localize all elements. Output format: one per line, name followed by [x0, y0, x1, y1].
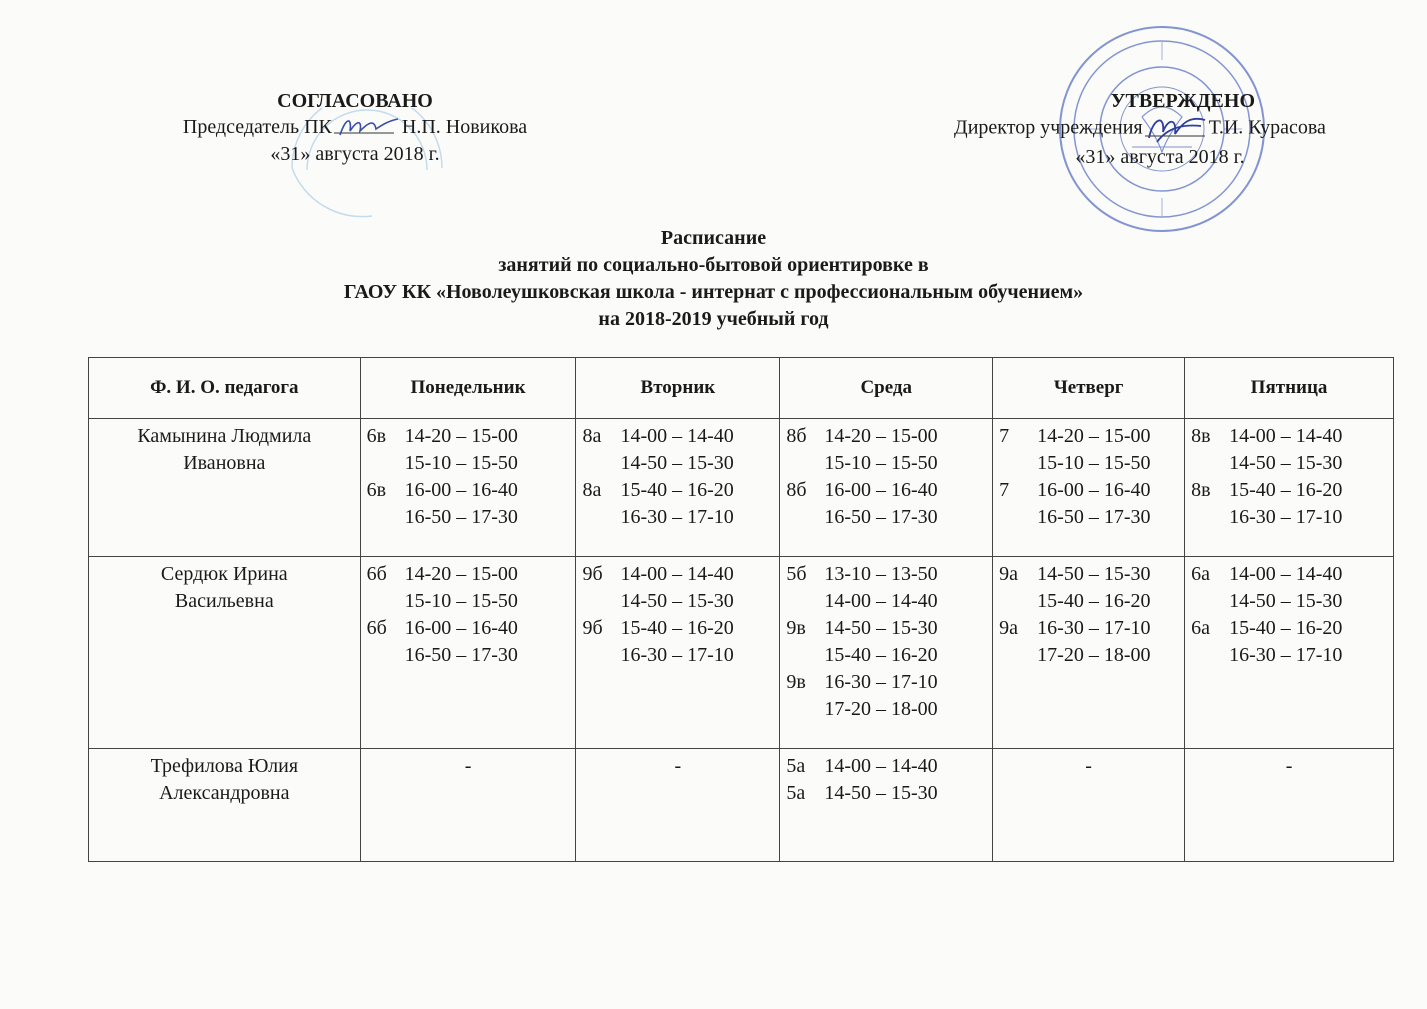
class-label: 8б	[786, 425, 807, 447]
lesson-line	[367, 450, 570, 477]
time-slot: 14-50 – 15-30	[1229, 590, 1343, 612]
schedule-cell	[993, 419, 1185, 557]
table-row	[89, 419, 1394, 557]
time-slot: 16-30 – 17-10	[1229, 506, 1343, 528]
lesson-line	[786, 504, 986, 531]
time-slot: 14-50 – 15-30	[824, 617, 938, 639]
teacher-name-line: Александровна	[159, 782, 290, 804]
lesson-line	[582, 642, 773, 669]
teacher-name-line: Камынина Людмила	[137, 425, 312, 447]
approved-heading: УТВЕРЖДЕНО	[1110, 90, 1255, 112]
class-label: 7	[999, 479, 1010, 501]
class-label: 9а	[999, 563, 1019, 585]
lesson-line	[1191, 423, 1387, 450]
lesson-line	[999, 450, 1178, 477]
approved-name: Т.И. Курасова	[1208, 116, 1326, 139]
header-teacher: Ф. И. О. педагога	[89, 358, 361, 419]
schedule-cell	[993, 557, 1185, 749]
time-slot: 15-40 – 16-20	[620, 479, 734, 501]
schedule-cell	[993, 749, 1185, 862]
class-label: 5а	[786, 755, 806, 777]
schedule-cell	[360, 419, 576, 557]
time-slot: 15-10 – 15-50	[824, 452, 938, 474]
lesson-line	[367, 642, 570, 669]
teacher-name-line: Сердюк Ирина	[160, 563, 288, 585]
title-line-2: занятий по социально-бытовой ориентировке в	[498, 254, 929, 276]
no-lessons-dash: -	[464, 755, 472, 777]
lesson-line	[999, 642, 1178, 669]
header-thursday: Четверг	[993, 358, 1185, 419]
schedule-cell	[1185, 557, 1394, 749]
time-slot: 16-50 – 17-30	[404, 644, 518, 666]
class-label	[1191, 642, 1229, 669]
header-wednesday: Среда	[780, 358, 993, 419]
schedule-table	[88, 357, 1394, 862]
class-label: 6в	[366, 425, 387, 447]
schedule-cell	[1185, 749, 1394, 862]
time-slot: 17-20 – 18-00	[1037, 644, 1151, 666]
lesson-line	[999, 588, 1178, 615]
time-slot: 14-50 – 15-30	[1229, 452, 1343, 474]
lesson-line	[786, 642, 986, 669]
table-row	[89, 557, 1394, 749]
lesson-line	[582, 423, 773, 450]
time-slot: 16-50 – 17-30	[824, 506, 938, 528]
class-label	[1191, 450, 1229, 477]
schedule-cell	[1185, 419, 1394, 557]
time-slot: 15-40 – 16-20	[824, 644, 938, 666]
teacher-name-line: Трефилова Юлия	[150, 755, 299, 777]
teacher-cell	[89, 557, 361, 749]
schedule-cell	[576, 749, 780, 862]
class-label	[367, 504, 405, 531]
agreed-name: Н.П. Новикова	[401, 116, 528, 138]
header-tuesday: Вторник	[576, 358, 780, 419]
time-slot: 14-00 – 14-40	[620, 563, 734, 585]
class-label: 9в	[786, 617, 806, 639]
time-slot: 14-00 – 14-40	[824, 755, 938, 777]
no-lessons-dash: -	[1285, 755, 1293, 777]
lesson-line	[786, 588, 986, 615]
lesson-line	[582, 504, 773, 531]
lesson-line	[582, 615, 773, 642]
class-label: 7	[999, 425, 1010, 447]
lesson-line	[786, 615, 986, 642]
lesson-line	[1191, 561, 1387, 588]
schedule-cell	[360, 749, 576, 862]
time-slot: 14-50 – 15-30	[620, 590, 734, 612]
time-slot: 15-10 – 15-50	[1037, 452, 1151, 474]
lesson-line	[1191, 615, 1387, 642]
schedule-cell	[780, 419, 993, 557]
class-label	[786, 588, 824, 615]
header-row	[89, 358, 1394, 419]
class-label: 5б	[786, 563, 807, 585]
signature-left-icon	[332, 115, 402, 141]
time-slot: 14-20 – 15-00	[404, 425, 518, 447]
time-slot: 14-20 – 15-00	[404, 563, 518, 585]
class-label: 6а	[1191, 617, 1210, 639]
lesson-line	[367, 561, 570, 588]
class-label	[1191, 588, 1229, 615]
lesson-line	[1191, 504, 1387, 531]
schedule-cell	[576, 557, 780, 749]
lesson-line	[786, 561, 986, 588]
time-slot: 16-30 – 17-10	[1229, 644, 1343, 666]
time-slot: 15-10 – 15-50	[404, 590, 518, 612]
approved-date: «31» августа 2018 г.	[1075, 146, 1245, 168]
class-label	[582, 450, 620, 477]
lesson-line	[582, 588, 773, 615]
teacher-name-line: Васильевна	[174, 590, 274, 612]
lesson-line	[367, 615, 570, 642]
no-lessons-dash: -	[1085, 755, 1092, 777]
agreed-block	[150, 88, 560, 167]
time-slot: 16-00 – 16-40	[1037, 479, 1151, 501]
class-label: 6б	[366, 617, 387, 639]
schedule-body	[89, 419, 1394, 862]
agreed-heading: СОГЛАСОВАНО	[277, 90, 433, 112]
class-label	[367, 588, 405, 615]
time-slot: 14-50 – 15-30	[620, 452, 734, 474]
lesson-line	[999, 561, 1178, 588]
teacher-name-line: Ивановна	[183, 452, 266, 474]
class-label: 9б	[582, 617, 603, 639]
class-label	[999, 450, 1037, 477]
lesson-line	[786, 753, 986, 780]
lesson-line	[582, 450, 773, 477]
class-label	[1191, 504, 1229, 531]
approved-block	[905, 88, 1375, 170]
class-label	[367, 642, 405, 669]
class-label	[786, 504, 824, 531]
class-label: 8в	[1191, 479, 1211, 501]
class-label	[582, 642, 620, 669]
agreed-position: Председатель ПК	[182, 116, 332, 138]
lesson-line	[999, 615, 1178, 642]
time-slot: 14-20 – 15-00	[1037, 425, 1151, 447]
class-label: 6в	[366, 479, 387, 501]
lesson-line	[786, 696, 986, 723]
schedule-cell	[360, 557, 576, 749]
signature-right-icon	[1143, 114, 1209, 144]
time-slot: 15-40 – 16-20	[1037, 590, 1151, 612]
time-slot: 16-00 – 16-40	[404, 617, 518, 639]
lesson-line	[367, 477, 570, 504]
lesson-line	[1191, 588, 1387, 615]
lesson-line	[582, 477, 773, 504]
no-lessons-dash: -	[674, 755, 682, 777]
class-label: 9в	[786, 671, 806, 693]
title-line-3: ГАОУ КК «Новолеушковская школа - интернат с профессиональным обучением»	[343, 281, 1084, 303]
teacher-cell	[89, 749, 361, 862]
lesson-line	[999, 477, 1178, 504]
lesson-line	[1191, 642, 1387, 669]
lesson-line	[786, 450, 986, 477]
class-label: 6а	[1191, 563, 1210, 585]
schedule-cell	[780, 749, 993, 862]
class-label	[786, 642, 824, 669]
time-slot: 15-40 – 16-20	[1229, 617, 1343, 639]
header-friday: Пятница	[1185, 358, 1394, 419]
table-row	[89, 749, 1394, 862]
time-slot: 15-10 – 15-50	[404, 452, 518, 474]
lesson-line	[786, 477, 986, 504]
approved-line	[905, 114, 1375, 144]
title-line-1: Расписание	[660, 227, 767, 249]
document-title	[0, 225, 1427, 333]
lesson-line	[367, 423, 570, 450]
class-label: 9б	[582, 563, 603, 585]
approved-position: Директор учреждения	[954, 116, 1143, 139]
class-label	[786, 696, 824, 723]
time-slot: 14-50 – 15-30	[824, 782, 938, 804]
time-slot: 14-00 – 14-40	[1229, 425, 1343, 447]
class-label: 8а	[582, 425, 602, 447]
class-label: 8в	[1191, 425, 1211, 447]
time-slot: 13-10 – 13-50	[824, 563, 938, 585]
time-slot: 16-50 – 17-30	[404, 506, 518, 528]
schedule-cell	[576, 419, 780, 557]
time-slot: 14-50 – 15-30	[1037, 563, 1151, 585]
class-label	[999, 642, 1037, 669]
time-slot: 14-00 – 14-40	[620, 425, 734, 447]
teacher-cell	[89, 419, 361, 557]
class-label	[582, 504, 620, 531]
time-slot: 15-40 – 16-20	[1229, 479, 1343, 501]
lesson-line	[367, 588, 570, 615]
header-monday: Понедельник	[360, 358, 576, 419]
lesson-line	[367, 504, 570, 531]
agreed-date: «31» августа 2018 г.	[270, 143, 440, 166]
time-slot: 16-30 – 17-10	[824, 671, 938, 693]
time-slot: 16-00 – 16-40	[404, 479, 518, 501]
class-label: 6б	[366, 563, 387, 585]
lesson-line	[999, 504, 1178, 531]
time-slot: 16-00 – 16-40	[824, 479, 938, 501]
time-slot: 15-40 – 16-20	[620, 617, 734, 639]
time-slot: 14-00 – 14-40	[1229, 563, 1343, 585]
lesson-line	[786, 780, 986, 807]
title-line-4: на 2018-2019 учебный год	[598, 308, 829, 330]
class-label	[999, 588, 1037, 615]
lesson-line	[786, 423, 986, 450]
time-slot: 16-30 – 17-10	[620, 644, 734, 666]
class-label: 5а	[786, 782, 806, 804]
time-slot: 16-30 – 17-10	[620, 506, 734, 528]
schedule-cell	[780, 557, 993, 749]
lesson-line	[1191, 477, 1387, 504]
agreed-line	[150, 114, 560, 141]
lesson-line	[786, 669, 986, 696]
class-label	[367, 450, 405, 477]
lesson-line	[582, 561, 773, 588]
lesson-line	[1191, 450, 1387, 477]
class-label	[582, 588, 620, 615]
class-label	[999, 504, 1037, 531]
time-slot: 16-30 – 17-10	[1037, 617, 1151, 639]
class-label: 8б	[786, 479, 807, 501]
class-label	[786, 450, 824, 477]
time-slot: 16-50 – 17-30	[1037, 506, 1151, 528]
time-slot: 14-00 – 14-40	[824, 590, 938, 612]
class-label: 8а	[582, 479, 602, 501]
class-label: 9а	[999, 617, 1019, 639]
lesson-line	[999, 423, 1178, 450]
time-slot: 17-20 – 18-00	[824, 698, 938, 720]
time-slot: 14-20 – 15-00	[824, 425, 938, 447]
